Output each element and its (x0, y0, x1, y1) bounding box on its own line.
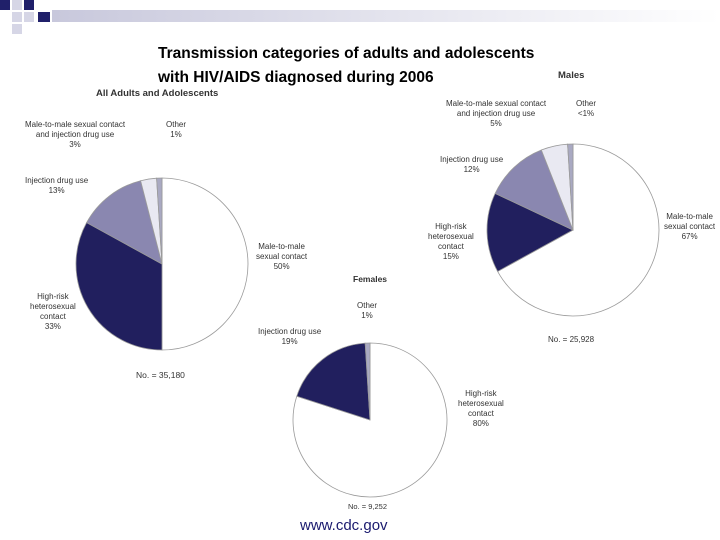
chart-title-males: Males (558, 70, 585, 81)
label-all-other: Other 1% (166, 120, 187, 139)
title-line-1: Transmission categories of adults and adolescents (158, 45, 535, 62)
label-males-msm-idu: Male-to-male sexual contact and injection drug use 5% (446, 99, 547, 128)
label-females-other: Other 1% (357, 301, 378, 320)
chart-title-all: All Adults and Adolescents (96, 88, 219, 99)
label-females-idu: Injection drug use 19% (258, 327, 322, 346)
label-all-msm-idu: Male-to-male sexual contact and injection drug use 3% (25, 120, 126, 149)
label-males-idu: Injection drug use 12% (440, 155, 504, 174)
label-males-hetero: High-risk heterosexual contact 15% (428, 222, 474, 261)
label-females-hetero: High-risk heterosexual contact 80% (458, 389, 504, 428)
title-line-2: with HIV/AIDS diagnosed during 2006 (158, 69, 434, 86)
label-males-other: Other <1% (576, 99, 597, 118)
label-males-msm: Male-to-male sexual contact 67% (664, 212, 716, 241)
label-all-hetero: High-risk heterosexual contact 33% (30, 292, 76, 331)
source-link[interactable]: www.cdc.gov (300, 517, 388, 534)
note-all: No. = 35,180 (136, 370, 185, 380)
note-males: No. = 25,928 (548, 335, 595, 344)
label-all-msm: Male-to-male sexual contact 50% (256, 242, 308, 271)
chart-title-females: Females (353, 274, 388, 284)
note-females: No. = 9,252 (348, 502, 387, 511)
label-all-idu: Injection drug use 13% (25, 176, 89, 195)
pie-all-slice-male-to-male-sexual-contact (162, 178, 248, 350)
